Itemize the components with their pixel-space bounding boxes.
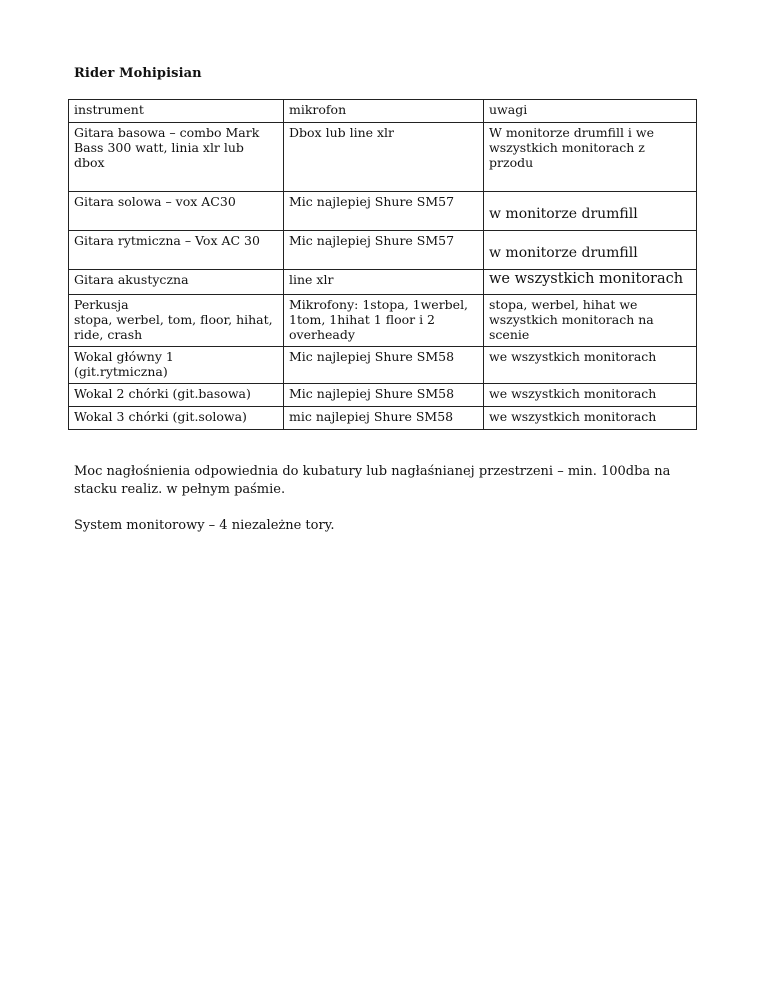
cell-instrument: Perkusja stopa, werbel, tom, floor, hihat, ride, crash: [69, 295, 284, 347]
table-row: [69, 123, 697, 192]
cell-instrument: Gitara basowa – combo Mark Bass 300 watt, linia xlr lub dbox: [69, 123, 284, 192]
cell-uwagi: we wszystkich monitorach: [484, 347, 697, 384]
table-row: [69, 295, 697, 347]
cell-instrument: Gitara rytmiczna – Vox AC 30: [69, 231, 284, 270]
cell-mikrofon: Mic najlepiej Shure SM58: [284, 384, 484, 407]
cell-instrument: Gitara solowa – vox AC30: [69, 192, 284, 231]
table-row: [69, 192, 697, 231]
cell-uwagi: we wszystkich monitorach: [484, 407, 697, 430]
table-row: [69, 270, 697, 295]
cell-mikrofon: Dbox lub line xlr: [284, 123, 484, 192]
cell-uwagi: we wszystkich monitorach: [484, 270, 697, 295]
header-cell-mikrofon: mikrofon: [284, 100, 484, 123]
cell-uwagi: stopa, werbel, hihat we wszystkich monitorach na scenie: [484, 295, 697, 347]
table-row: [69, 407, 697, 430]
paragraph-monitor-system: System monitorowy – 4 niezależne tory.: [74, 518, 335, 533]
cell-instrument: Wokal 3 chórki (git.solowa): [69, 407, 284, 430]
cell-mikrofon: Mikrofony: 1stopa, 1werbel, 1tom, 1hihat 1 floor i 2 overheady: [284, 295, 484, 347]
paragraph-sound-power: Moc nagłośnienia odpowiednia do kubatury lub nagłaśnianej przestrzeni – min. 100dba na stacku realiz. w pełnym paśmie.: [74, 464, 671, 497]
table-row: [69, 384, 697, 407]
cell-mikrofon: Mic najlepiej Shure SM57: [284, 192, 484, 231]
cell-uwagi: we wszystkich monitorach: [484, 384, 697, 407]
cell-instrument: Wokal 2 chórki (git.basowa): [69, 384, 284, 407]
document-title: Rider Mohipisian: [74, 66, 202, 81]
table-row: [69, 231, 697, 270]
cell-uwagi-wrap: [484, 192, 697, 231]
cell-uwagi: W monitorze drumfill i we wszystkich monitorach z przodu: [484, 123, 697, 192]
table-row: [69, 347, 697, 384]
cell-uwagi: w monitorze drumfill: [489, 245, 638, 261]
cell-mikrofon: mic najlepiej Shure SM58: [284, 407, 484, 430]
cell-instrument: Gitara akustyczna: [69, 270, 284, 295]
table-header-row: [69, 100, 697, 123]
cell-mikrofon: Mic najlepiej Shure SM57: [284, 231, 484, 270]
cell-instrument: Wokal główny 1 (git.rytmiczna): [69, 347, 284, 384]
header-cell-uwagi: uwagi: [484, 100, 697, 123]
cell-mikrofon: Mic najlepiej Shure SM58: [284, 347, 484, 384]
cell-uwagi-wrap: [484, 231, 697, 270]
cell-uwagi: w monitorze drumfill: [489, 206, 638, 222]
rider-table: [68, 99, 697, 430]
cell-mikrofon: line xlr: [284, 270, 484, 295]
header-cell-instrument: instrument: [69, 100, 284, 123]
